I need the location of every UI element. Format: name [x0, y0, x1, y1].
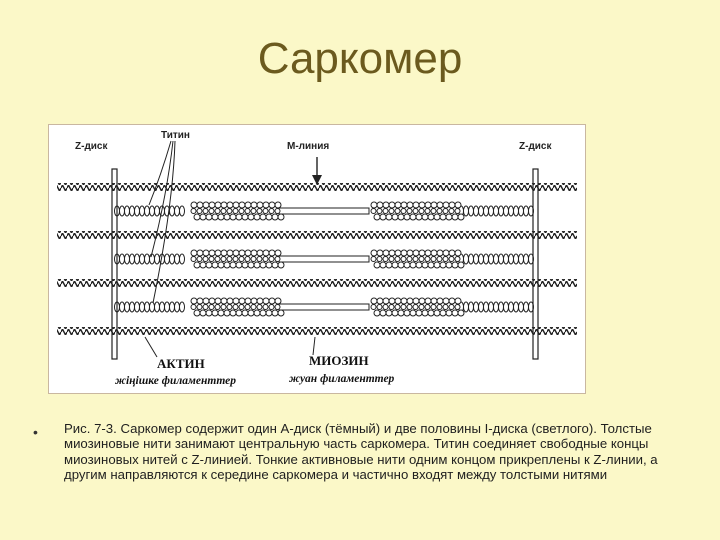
actin-sublabel: жіңішке филаменттер [115, 375, 237, 387]
titin-spring-left-2 [115, 254, 185, 264]
titin-pointers [149, 141, 175, 303]
z-disc-left-label: Z-диск [75, 141, 108, 152]
actin-label-group [115, 337, 236, 387]
slide-title: Саркомер [257, 34, 463, 83]
myosin-label-group [289, 337, 395, 385]
myosin-shaft-2 [279, 256, 369, 262]
z-disc-right-label: Z-диск [519, 141, 552, 152]
actin-filament-2 [57, 231, 577, 239]
myosin-shaft-1 [279, 208, 369, 214]
sarcomere-diagram [49, 125, 585, 393]
myosin-label: МИОЗИН [309, 353, 369, 368]
titin-spring-left-3 [115, 302, 185, 312]
actin-filament-1 [57, 183, 577, 191]
myosin-sublabel: жуан филаменттер [289, 373, 395, 385]
actin-label: АКТИН [157, 356, 205, 371]
actin-filament-3 [57, 279, 577, 287]
actin-filament-4 [57, 327, 577, 335]
titin-spring-left-1 [115, 206, 185, 216]
m-line-arrow [312, 157, 322, 185]
titin-spring-right-2 [459, 254, 534, 264]
bullet-marker: • [33, 424, 38, 440]
titin-spring-right-1 [459, 206, 534, 216]
m-line-label: М-линия [287, 141, 330, 152]
sarcomere-figure [48, 124, 586, 394]
myosin-shaft-3 [279, 304, 369, 310]
titin-spring-right-3 [459, 302, 534, 312]
titin-label: Титин [161, 130, 190, 141]
figure-caption: Рис. 7-3. Саркомер содержит один А-диск (тёмный) и две половины I-диска (светлого). Толстые миозиновые нити занимают центральную часть саркомера. Титин соединяет свободные концы миозиновых нитей с Z-линией. Тонкие активновые нити одним концом прикреплены к Z-линии, а другим направляются к середине саркомера и частично входят между толстыми нитями [64, 421, 658, 483]
